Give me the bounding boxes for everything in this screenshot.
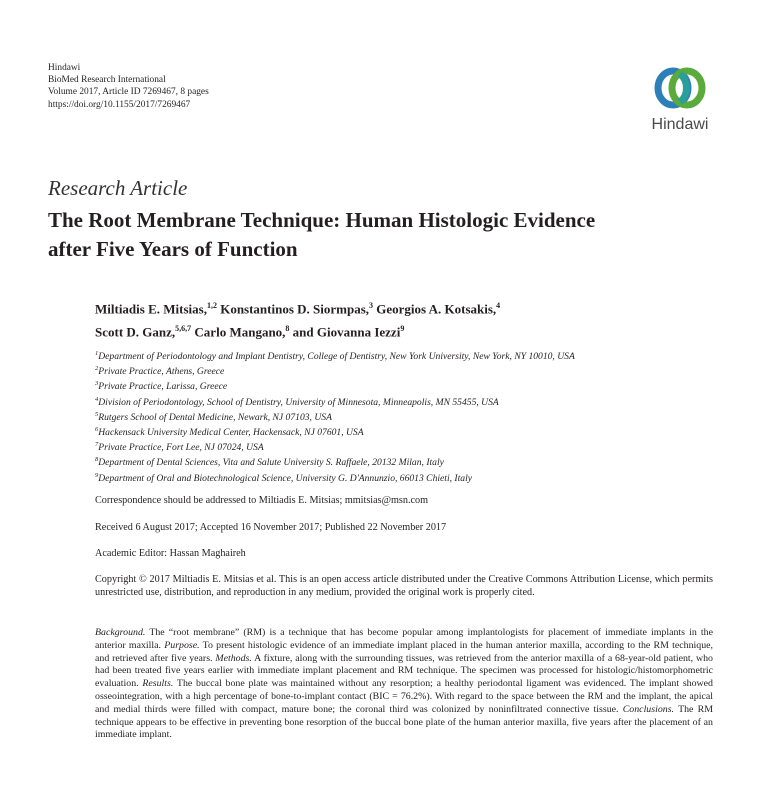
affil-text: Private Practice, Larissa, Greece [98,381,228,393]
affil-number: 2 [95,365,99,373]
affiliation-list [95,349,575,486]
abstract-text: The RM technique appears to be effective in preventing bone resorption of the buccal bone plate of the human anterior maxilla, five years after the placement of an immediate implant. [95,703,713,741]
abstract-text: The “root membrane” (RM) is a technique that has become popular among implantologists for placement of immediate implants in the anterior maxilla. [95,627,713,651]
hindawi-wordmark: Hindawi [651,116,709,133]
author-affil-sup: 4 [496,301,501,310]
affiliation [95,410,575,425]
title-line-1: The Root Membrane Technique: Human Histologic Evidence [48,208,596,232]
author-line-1 [95,296,500,319]
abstract-label-methods: Methods. [215,652,252,664]
doi-link[interactable]: https://doi.org/10.1155/2017/7269467 [48,99,191,110]
affil-text: Private Practice, Athens, Greece [98,366,225,378]
author-name: Georgios A. Kotsakis, [376,301,497,317]
affil-number: 4 [95,395,99,403]
affil-number: 5 [95,410,99,418]
affil-number: 8 [95,456,99,464]
affil-text: Private Practice, Fort Lee, NJ 07024, USA [98,442,264,454]
affil-number: 6 [95,425,99,433]
affil-text: Department of Oral and Biotechnological Science, University G. D'Annunzio, 66013 Chieti, Italy [98,472,472,484]
abstract-text: A fixture, along with the surrounding tissues, was retrieved from the anterior maxilla of a 68-year-old patient, who had been treated five years earlier with immediate implant placement and RM technique. The specimen was processed for histologic/histomorphometric evaluation. [95,652,713,690]
affil-text: Rutgers School of Dental Medicine, Newark, NJ 07103, USA [98,411,332,423]
abstract-label-background: Background. [95,627,146,638]
affiliation [95,425,575,440]
abstract-text: The buccal bone plate was maintained without any resorption; a healthy periodontal ligament was evidenced. The implant showed osseointegration, with a high percentage of bone-to-implant contact (BIC = 76.2%). With regard to the space between the RM and the implant, the apical and medial thirds were filled with compact, mature bone; the coronal third was colonized by noninfiltrated connective tissue. [95,678,713,715]
correspondence: Correspondence should be addressed to Miltiadis E. Mitsias; mmitsias@msn.com [95,495,429,506]
author-name: Giovanna Iezzi [316,324,401,340]
affil-text: Hackensack University Medical Center, Hackensack, NJ 07601, USA [98,427,364,439]
affil-number: 7 [95,441,99,449]
author-affil-sup: 5,6,7 [175,324,192,334]
volume-info: Volume 2017, Article ID 7269467, 8 pages [48,87,209,98]
affil-text: Department of Periodontology and Implant Dentistry, College of Dentistry, New York University, New York, NY 10010, USA [98,351,575,362]
author-name: Scott D. Ganz, [95,324,176,340]
author-name: Konstantinos D. Siormpas, [220,301,370,317]
hindawi-logo [641,62,719,140]
hindawi-rings-icon [649,62,711,114]
affiliation [95,455,575,470]
affiliation [95,471,575,486]
author-and: and [292,324,314,340]
affil-number: 9 [95,471,99,479]
author-affil-sup: 3 [369,301,374,310]
abstract-text: To present histologic evidence of an immediate implant placed in the human anterior maxilla, according to the RM technique, and retrieved after five years. [95,639,713,664]
affil-number: 3 [95,380,99,388]
abstract-label-results: Results. [142,678,174,690]
author-affil-sup: 1,2 [206,301,217,310]
academic-editor: Academic Editor: Hassan Maghaireh [95,548,246,559]
author-list [95,296,500,343]
abstract-label-conclusions: Conclusions. [622,703,675,715]
abstract [95,627,713,742]
author-name: Carlo Mangano, [194,324,286,340]
affil-text: Department of Dental Sciences, Vita and Salute University S. Raffaele, 20132 Milan, Italy [98,457,444,469]
journal-header [48,62,209,111]
affiliation [95,440,575,455]
journal-name: BioMed Research International [48,75,166,86]
abstract-label-purpose: Purpose. [164,639,200,651]
author-affil-sup: 8 [285,324,290,334]
affiliation [95,364,575,379]
affil-text: Division of Periodontology, School of Dentistry, University of Minnesota, Minneapolis, MN 55455, USA [98,396,499,408]
author-affil-sup: 9 [400,324,405,334]
article-title [48,206,595,264]
copyright-notice: Copyright © 2017 Miltiadis E. Mitsias et al. This is an open access article distributed under the Creative Commons Attribution License, which permits unrestricted use, distribution, and reproduction in any medium, provided the original work is properly cited. [95,574,713,598]
title-line-2: after Five Years of Function [48,237,298,261]
author-name: Miltiadis E. Mitsias, [95,301,207,317]
publisher-name: Hindawi [48,63,81,73]
affiliation [95,395,575,410]
publication-dates: Received 6 August 2017; Accepted 16 November 2017; Published 22 November 2017 [95,522,447,533]
affiliation [95,349,575,364]
article-type: Research Article [48,176,188,200]
affil-number: 1 [95,349,99,357]
affiliation [95,379,575,394]
author-line-2 [95,319,500,342]
